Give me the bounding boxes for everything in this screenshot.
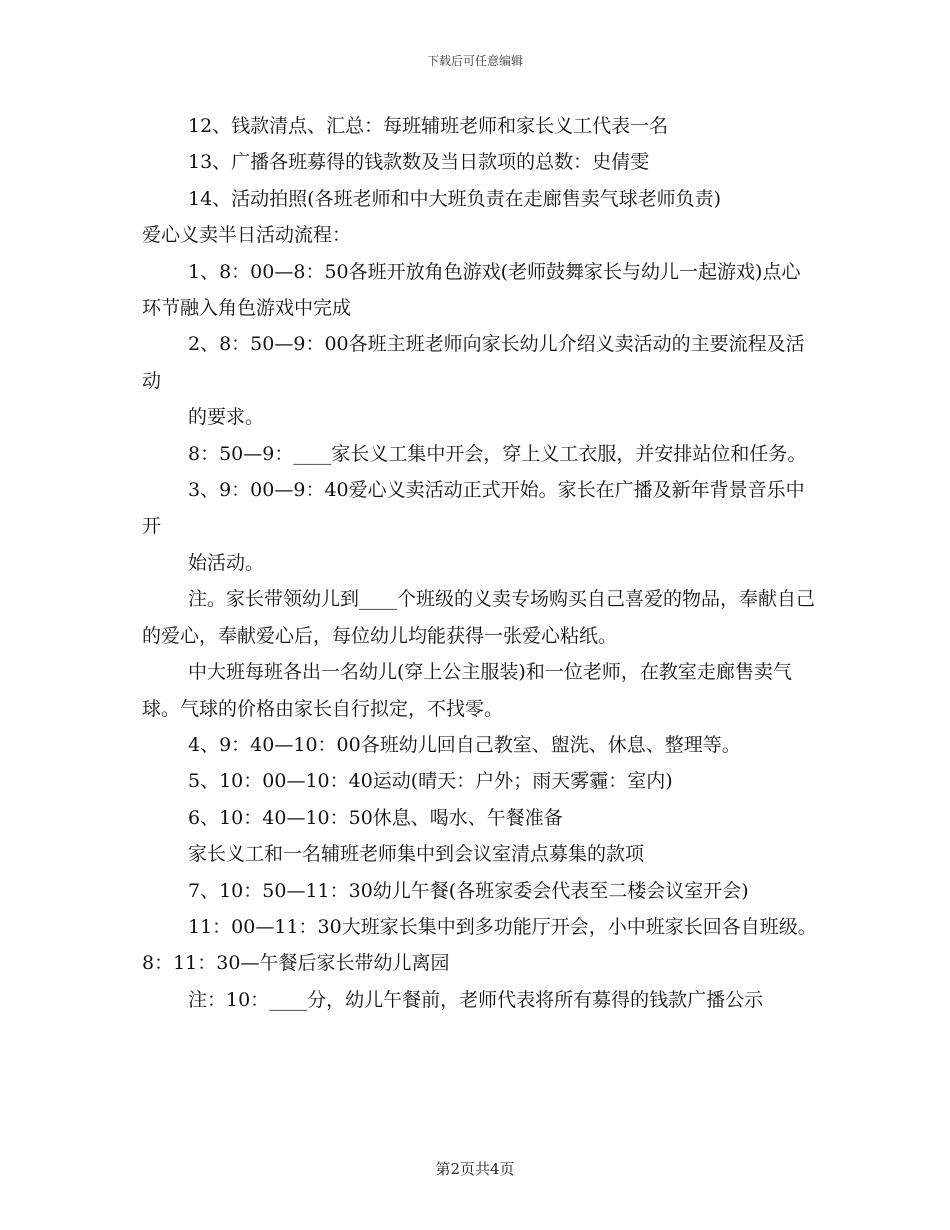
paragraph: 5、10：00—10：40运动(晴天：户外；雨天雾霾：室内)	[188, 770, 673, 793]
paragraph: 家长义工和一名辅班老师集中到会议室清点募集的款项	[188, 843, 645, 866]
paragraph: 的要求。	[188, 406, 265, 429]
page-header-note: 下载后可任意编辑	[426, 54, 523, 68]
paragraph: 13、广播各班募得的钱款数及当日款项的总数：史倩雯	[188, 151, 650, 174]
paragraph: 14、活动拍照(各班老师和中大班负责在走廊售卖气球老师负责)	[188, 187, 722, 210]
paragraph: 始活动。	[188, 551, 265, 574]
paragraph: 3、9：00—9：40爱心义卖活动正式开始。家长在广播及新年背景音乐中开	[142, 479, 805, 538]
paragraph: 8：50—9：____家长义工集中开会，穿上义工衣服，并安排站位和任务。	[188, 442, 807, 465]
paragraph: 4、9：40—10：00各班幼儿回自己教室、盥洗、休息、整理等。	[188, 733, 741, 756]
paragraph: 7、10：50—11：30幼儿午餐(各班家委会代表至二楼会议室开会)	[188, 879, 749, 902]
paragraph: 2、8：50—9：00各班主班老师向家长幼儿介绍义卖活动的主要流程及活动	[142, 333, 805, 392]
page-footer-number: 第2页共4页	[435, 1160, 515, 1178]
paragraph: 6、10：40—10：50休息、喝水、午餐准备	[188, 806, 563, 829]
paragraph: 爱心义卖半日活动流程：	[142, 224, 352, 247]
paragraph: 注：10：____分，幼儿午餐前，老师代表将所有募得的钱款广播公示	[188, 988, 764, 1011]
paragraph: 1、8：00—8：50各班开放角色游戏(老师鼓舞家长与幼儿一起游戏)点心环节融入角色游戏中完成	[142, 260, 801, 320]
paragraph: 12、钱款清点、汇总：每班辅班老师和家长义工代表一名	[188, 115, 669, 137]
document-body	[142, 108, 817, 1018]
paragraph: 11：00—11：30大班家长集中到多功能厅开会，小中班家长回各自班级。8：11：30—午餐后家长带幼儿离园	[142, 915, 817, 975]
paragraph: 中大班每班各出一名幼儿(穿上公主服装)和一位老师，在教室走廊售卖气球。气球的价格由家长自行拟定，不找零。	[142, 661, 792, 720]
paragraph: 注。家长带领幼儿到____个班级的义卖专场购买自己喜爱的物品，奉献自己的爱心，奉献爱心后，每位幼儿均能获得一张爱心粘纸。	[142, 588, 816, 647]
